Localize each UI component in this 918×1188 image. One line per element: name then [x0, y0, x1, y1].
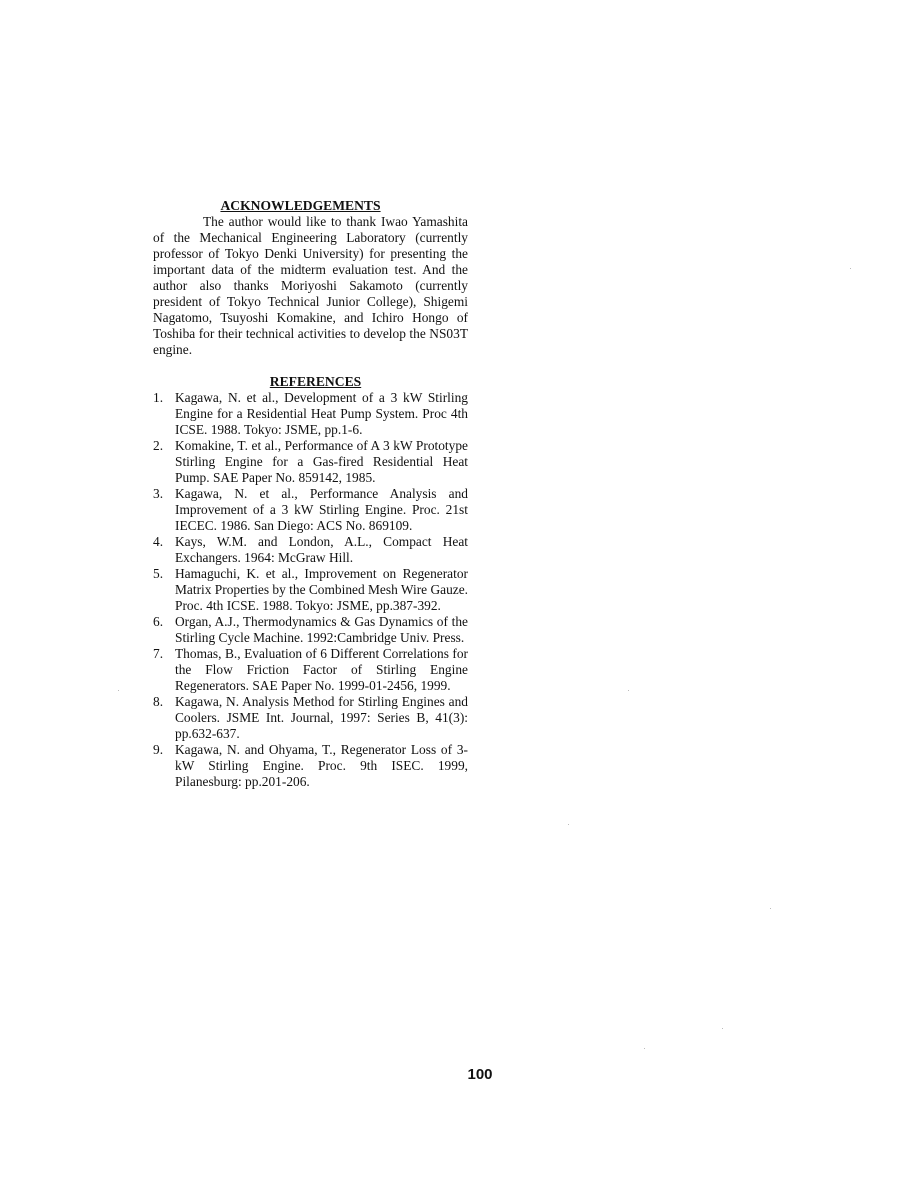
reference-item: [153, 438, 468, 486]
reference-item: [153, 566, 468, 614]
reference-number: 1.: [153, 390, 164, 405]
reference-item: [153, 486, 468, 534]
scan-speck: [568, 824, 569, 825]
reference-item: [153, 614, 468, 646]
reference-item: [153, 534, 468, 566]
reference-number: 5.: [153, 566, 164, 581]
reference-text: Komakine, T. et al., Performance of A 3 kW Prototype Stirling Engine for a Gas-fired Residential Heat Pump. SAE Paper No. 859142, 1985.: [175, 438, 468, 485]
reference-number: 3.: [153, 486, 164, 501]
reference-number: 6.: [153, 614, 164, 629]
scan-speck: [118, 690, 119, 691]
reference-text: Kagawa, N. et al., Performance Analysis and Improvement of a 3 kW Stirling Engine. Proc. 21st IECEC. 1986. San Diego: ACS No. 869109.: [175, 486, 468, 533]
scan-speck: [644, 1048, 645, 1049]
references-list: [153, 390, 468, 790]
acknowledgements-body: The author would like to thank Iwao Yamashita of the Mechanical Engineering Laboratory (currently professor of Tokyo Denki University) for presenting the important data of the midterm evaluation test. And the author also thanks Moriyoshi Sakamoto (currently president of Tokyo Technical Junior College), Shigemi Nagatomo, Tsuyoshi Komakine, and Ichiro Hongo of Toshiba for their technical activities to develop the NS03T engine.: [153, 214, 468, 357]
reference-text: Kagawa, N. Analysis Method for Stirling Engines and Coolers. JSME Int. Journal, 1997: Series B, 41(3): pp.632-637.: [175, 694, 468, 741]
reference-text: Kagawa, N. et al., Development of a 3 kW Stirling Engine for a Residential Heat Pump System. Proc 4th ICSE. 1988. Tokyo: JSME, pp.1-6.: [175, 390, 468, 437]
reference-item: [153, 390, 468, 438]
scan-speck: [722, 1028, 723, 1029]
reference-number: 9.: [153, 742, 164, 757]
reference-text: Organ, A.J., Thermodynamics & Gas Dynamics of the Stirling Cycle Machine. 1992:Cambridge Univ. Press.: [175, 614, 468, 645]
references-heading: REFERENCES: [269, 374, 362, 389]
reference-item: [153, 694, 468, 742]
reference-text: Kays, W.M. and London, A.L., Compact Heat Exchangers. 1964: McGraw Hill.: [175, 534, 468, 565]
text-column: [153, 198, 468, 790]
reference-text: Hamaguchi, K. et al., Improvement on Regenerator Matrix Properties by the Combined Mesh Wire Gauze. Proc. 4th ICSE. 1988. Tokyo: JSME, pp.387-392.: [175, 566, 468, 613]
reference-item: [153, 742, 468, 790]
acknowledgements-heading: ACKNOWLEDGEMENTS: [220, 198, 381, 213]
reference-number: 4.: [153, 534, 164, 549]
reference-item: [153, 646, 468, 694]
scan-speck: [770, 908, 771, 909]
reference-number: 2.: [153, 438, 164, 453]
reference-number: 7.: [153, 646, 164, 661]
reference-text: Thomas, B., Evaluation of 6 Different Correlations for the Flow Friction Factor of Stirling Engine Regenerators. SAE Paper No. 1999-01-2456, 1999.: [175, 646, 468, 693]
scan-speck: [850, 268, 851, 269]
reference-text: Kagawa, N. and Ohyama, T., Regenerator Loss of 3-kW Stirling Engine. Proc. 9th ISEC. 1999, Pilanesburg: pp.201-206.: [175, 742, 468, 789]
scan-speck: [628, 690, 629, 691]
reference-number: 8.: [153, 694, 164, 709]
page-number: 100: [467, 1066, 493, 1083]
